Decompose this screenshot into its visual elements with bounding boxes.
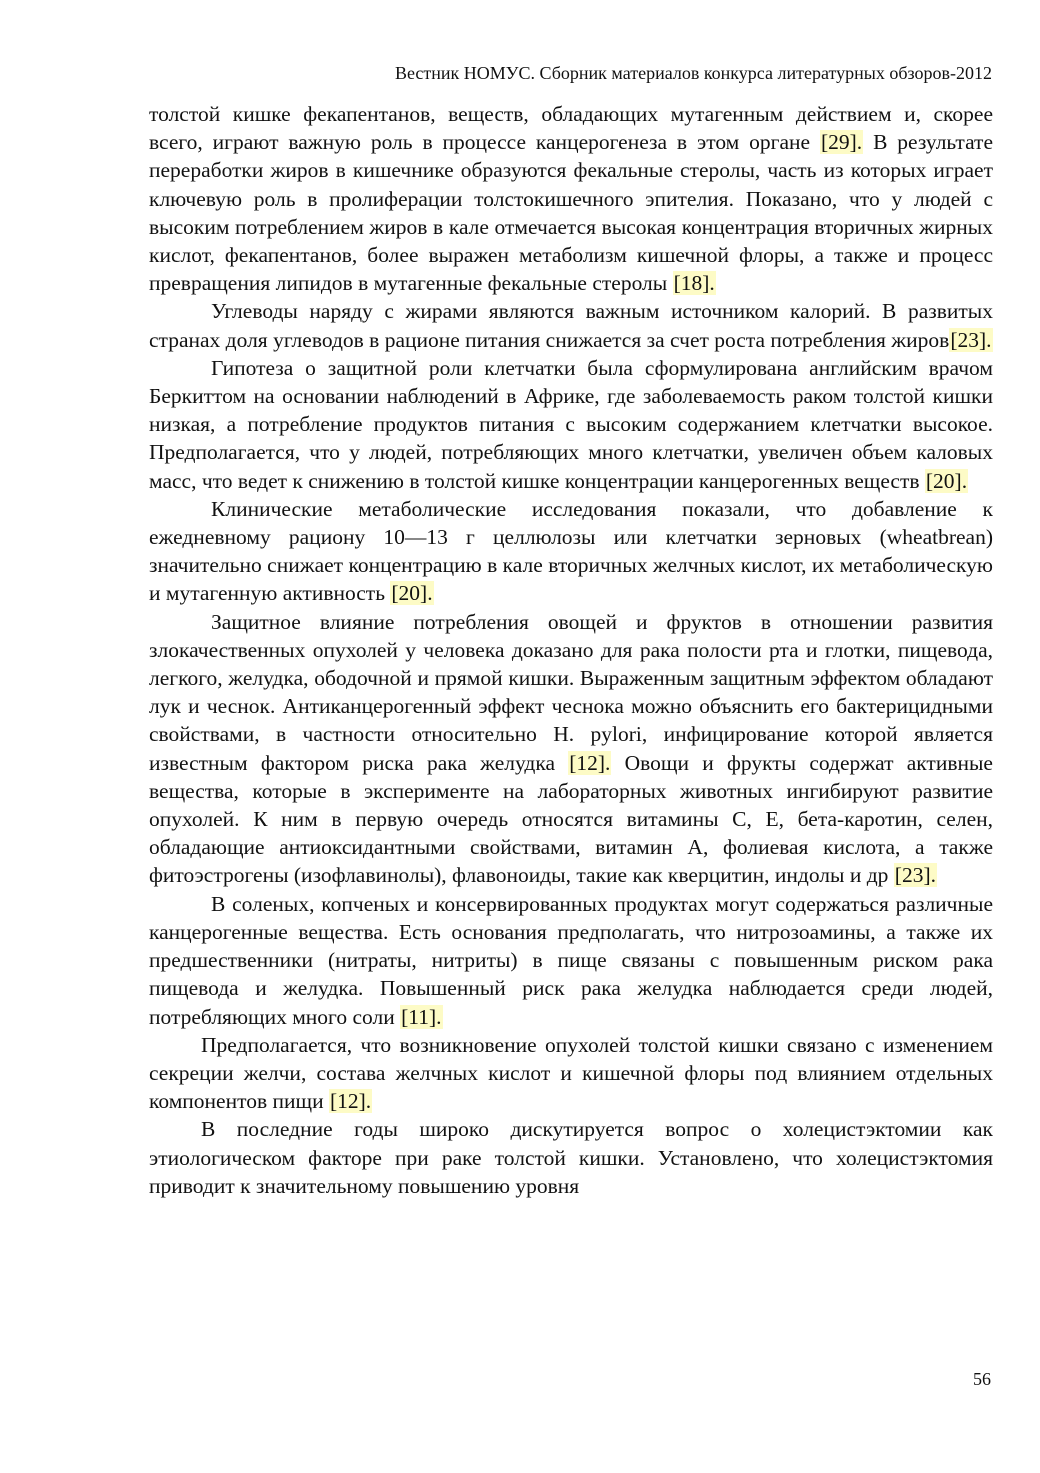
paragraph [149,297,993,353]
citation-ref: [18]. [673,271,715,296]
citation-ref: [23]. [950,327,992,352]
paragraph-text: Клинические метаболические исследования показали, что добавление к ежедневному рациону 10—13 г целлюлозы или клетчатки зерновых (wheatbrean) значительно снижает концентрацию в кале вторичных желчных кислот, их метаболическую и мутагенную активность [149,496,993,606]
citation-ref: [12]. [569,750,611,775]
paragraph-text: Овощи и фрукты содержат активные вещества, которые в эксперименте на лабораторных животных ингибируют развитие опухолей. К ним в первую очередь относятся витамины С, Е, бета-каротин, селен, обладающие антиоксидантными свойствами, витамин А, фолиевая кислота, а также фитоэстрогены (изофлавинолы), флавоноиды, такие как кверцитин, индолы и др [149,750,993,888]
page-number: 56 [973,1369,991,1389]
citation-ref: [29]. [820,130,863,155]
paragraph [149,608,993,890]
paragraph-text: Углеводы наряду с жирами являются важным источником калорий. В развитых странах доля углеводов в рационе питания снижается за счет роста потребления жиров [149,299,993,352]
paragraph-text: толстой кишке фекапентанов, веществ, обладающих мутагенным действием и, скорее всего, играют важную роль в процессе канцерогенеза в этом органе [149,102,993,155]
paragraph-text: Предполагается, что возникновение опухолей толстой кишки связано с изменением секреции желчи, состава желчных кислот и кишечной флоры под влиянием отдельных компонентов пищи [149,1032,993,1114]
citation-ref: [20]. [391,581,433,606]
body-text [149,100,993,1200]
citation-ref: [11]. [401,1004,442,1029]
paragraph [149,495,993,608]
paragraph [149,354,993,495]
citation-ref: [23]. [894,863,936,888]
paragraph-text: В последние годы широко дискутируется вопрос о холецистэктомии как этиологическом факторе при раке толстой кишки. Установлено, что холецистэктомия приводит к значительному повышению уровня [149,1117,993,1198]
paragraph-text: В результате переработки жиров в кишечнике образуются фекальные стеролы, часть из которых играет ключевую роль в пролиферации толстокишечного эпителия. Показано, что у людей с высоким потреблением жиров в кале отмечается высокая концентрация вторичных жирных кислот, фекапентанов, более выражен метаболизм кишечной флоры, а также и процесс превращения липидов в мутагенные фекальные стеролы [149,130,993,296]
paragraph [149,1031,993,1116]
paragraph [149,1115,993,1200]
paragraph [149,100,993,297]
paragraph-text: В соленых, копченых и консервированных продуктах могут содержаться различные канцерогенные вещества. Есть основания предполагать, что нитрозоамины, а также их предшественники (нитраты, нитриты) в пище связаны с повышенным риском рака пищевода и желудка. Повышенный риск рака желудка наблюдается среди людей, потребляющих много соли [149,891,993,1029]
paragraph-text: Защитное влияние потребления овощей и фруктов в отношении развития злокачественных опухолей у человека доказано для рака полости рта и глотки, пищевода, легкого, желудка, ободочной и прямой кишки. Выраженным защитным эффектом обладают лук и чеснок. Антиканцерогенный эффект чеснока можно объяснить его бактерицидными свойствами, в частности относительно H. pylori, инфицирование которой является известным фактором риска рака желудка [149,609,993,775]
paragraph [149,890,993,1031]
paragraph-text: Гипотеза о защитной роли клетчатки была сформулирована английским врачом Беркиттом на основании наблюдений в Африке, где заболеваемость раком толстой кишки низкая, а потребление продуктов питания с высоким содержанием клетчатки высокое. Предполагается, что у людей, потребляющих много клетчатки, увеличен объем каловых масс, что ведет к снижению в толстой кишке концентрации канцерогенных веществ [149,355,993,493]
citation-ref: [12]. [329,1089,372,1114]
running-header: Вестник НОМУС. Сборник материалов конкурса литературных обзоров-2012 [394,63,992,83]
citation-ref: [20]. [925,468,968,493]
